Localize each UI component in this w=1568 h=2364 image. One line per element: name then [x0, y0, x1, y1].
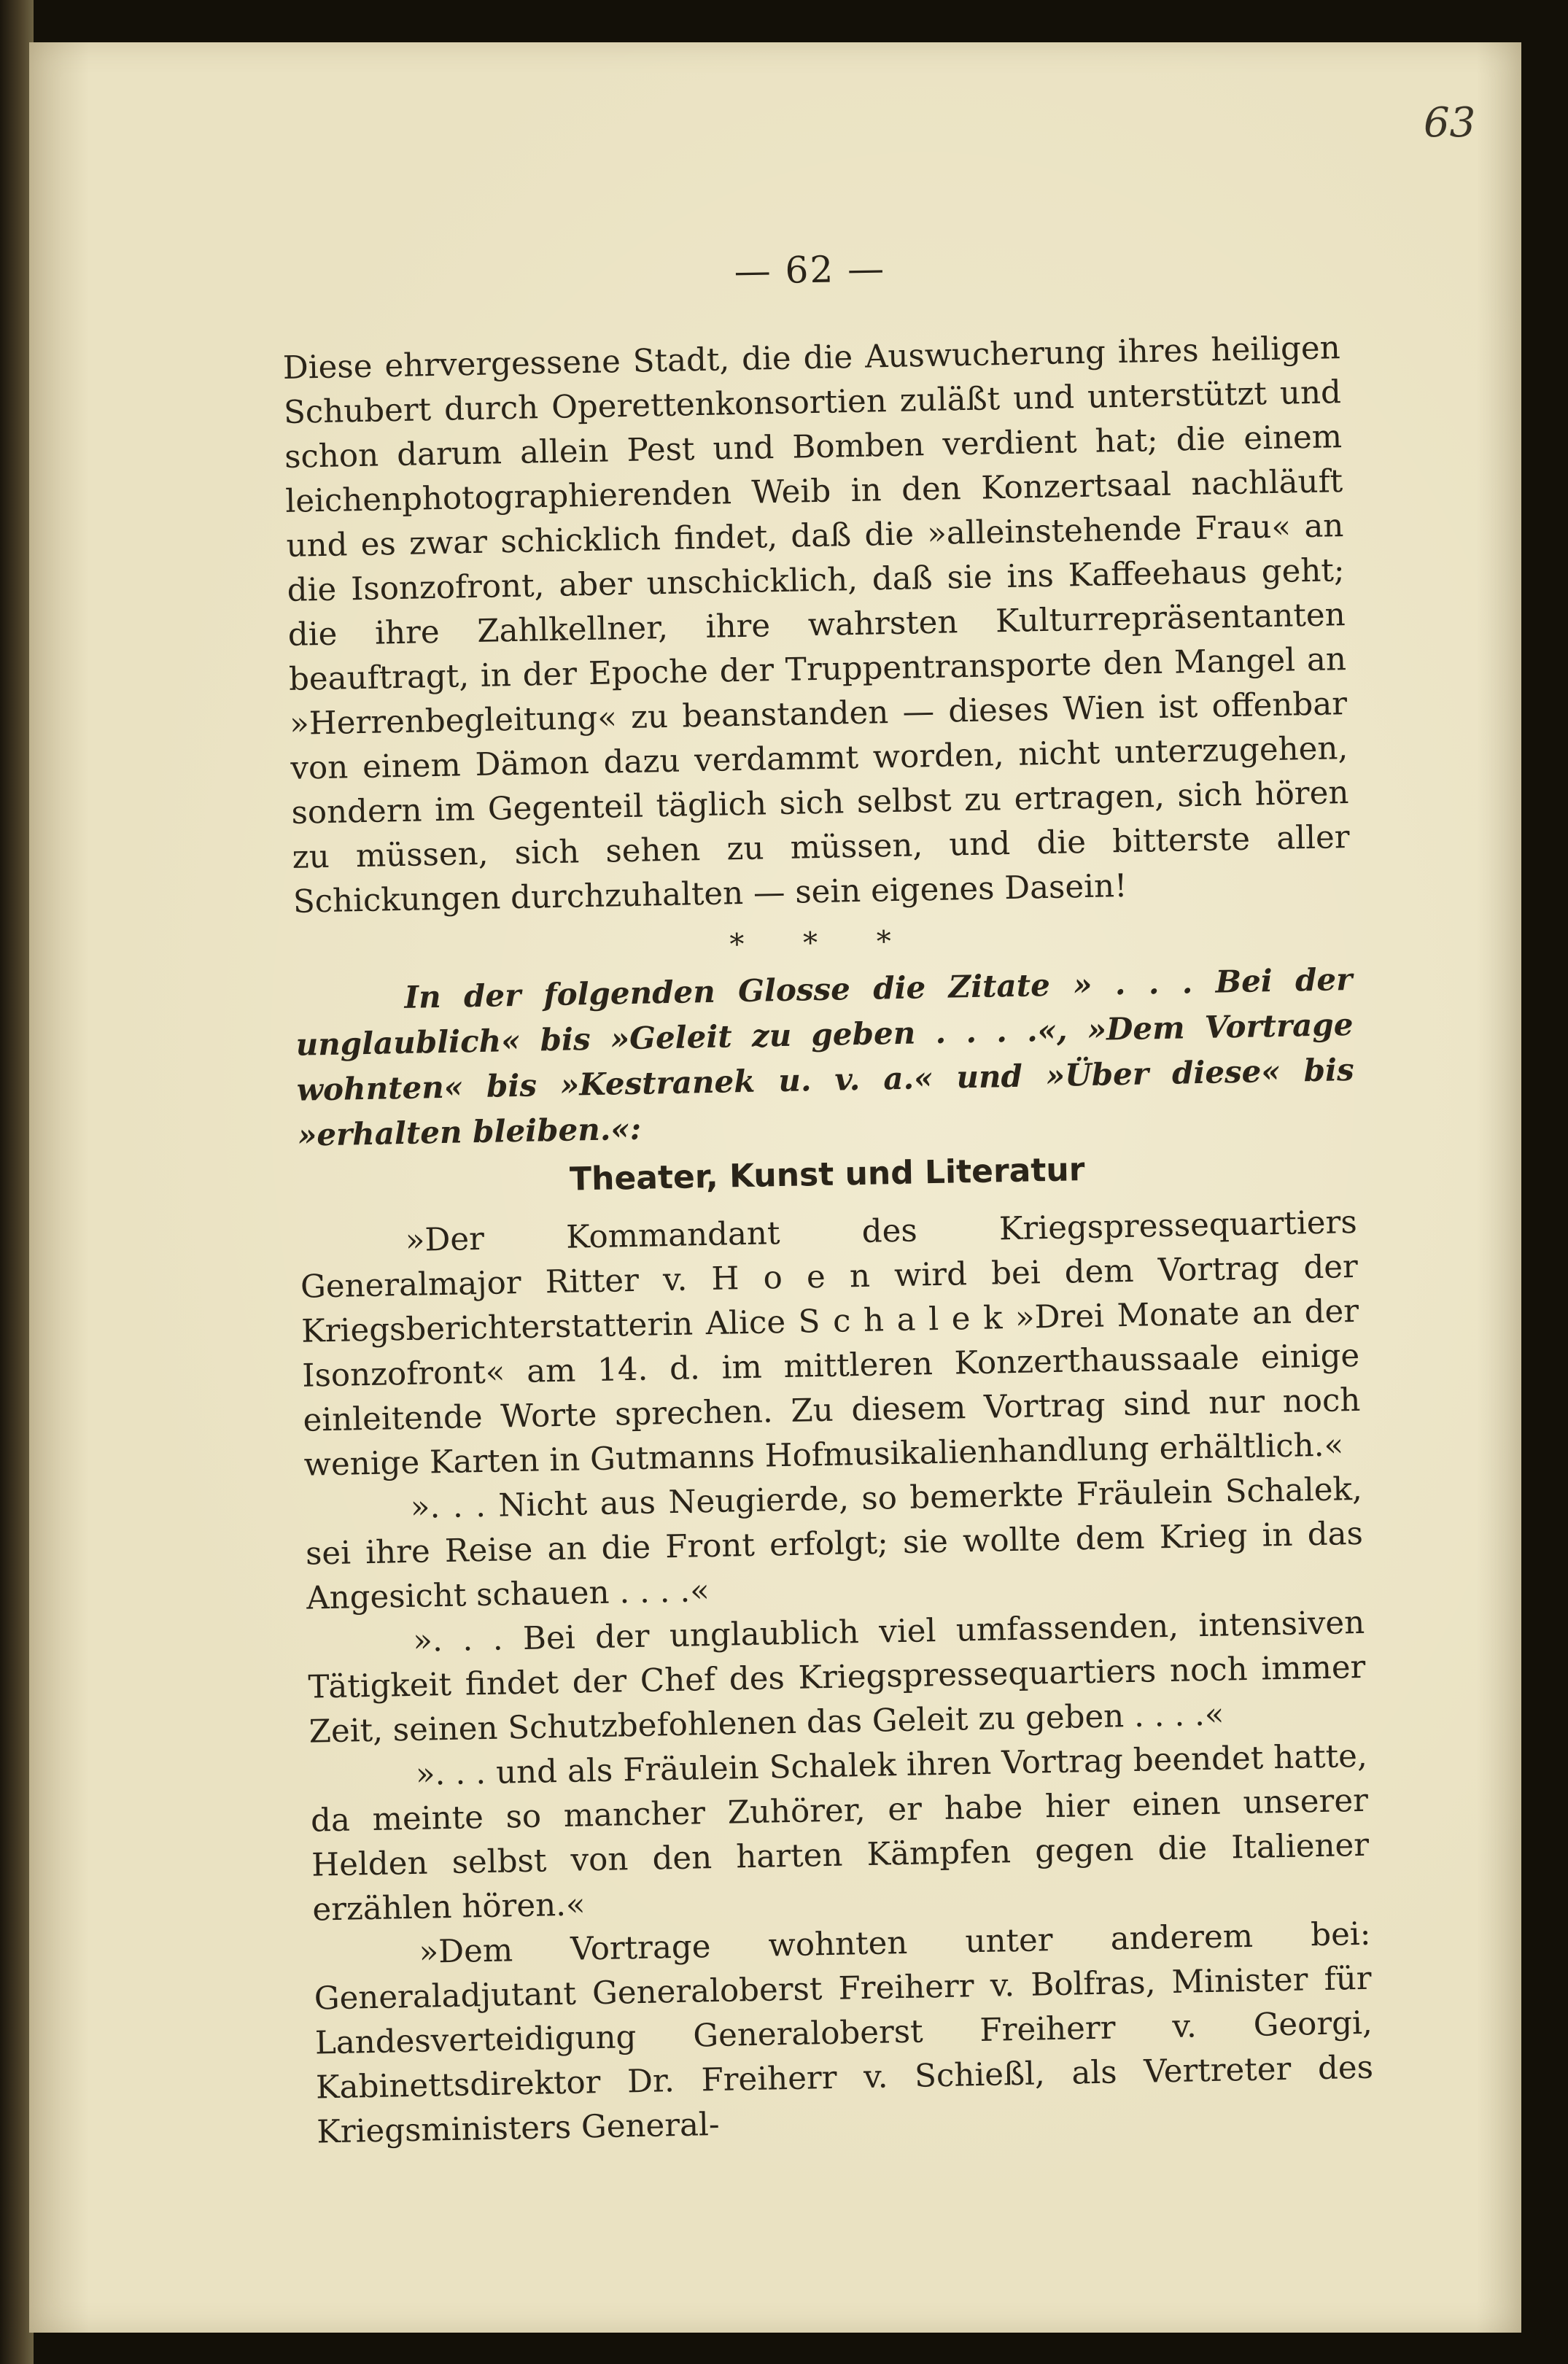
printed-page-number: — 62 — [734, 247, 886, 293]
quote-paragraph-1: »Der Kommandant des Kriegspressequartiers Generalmajor Ritter v. H o e n wird bei dem Vortrag der Kriegsberichterstatterin Alice S c h a l e k »Drei Monate an der Isonzofront« am 14. d. im mittleren Konzerthaussaale einige einleitende Worte sprechen. Zu diesem Vortrag sind nur noch wenige Karten in Gutmanns Hofmusikalienhandlung erhältlich.« [300, 1204, 1361, 1484]
quote-paragraph-2: ». . . Nicht aus Neugierde, so bemerkte Fräulein Schalek, sei ihre Reise an die Front erfolgt; sie wollte dem Krieg in das Angesicht schauen . . . .« [305, 1470, 1364, 1617]
quote-paragraph-4: ». . . und als Fräulein Schalek ihren Vortrag beendet hatte, da meinte so mancher Zuhörer, er habe hier einen unserer Helden selbst von den harten Kämpfen gegen die Italiener erzählen hören.« [310, 1737, 1370, 1929]
asterism-separator: * * * [729, 924, 917, 962]
quote-paragraph-3: ». . . Bei der unglaublich viel umfassenden, intensiven Tätigkeit findet der Chef des Kriegspressequartiers noch immer Zeit, seinen Schutzbefohlenen das Geleit zu geben . . . .« [308, 1604, 1366, 1751]
intro-note: In der folgenden Glosse die Zitate » . . . Bei der unglaublich« bis »Geleit zu geben . . . .«, »Dem Vortrage wohnten« bis »Kestranek u. v. a.« und »Über diese« bis »erhalten bleiben.«: [295, 961, 1355, 1153]
quote-paragraph-5: »Dem Vortrage wohnten unter anderem bei: Generaladjutant Generaloberst Freiherr v. Bolfras, Minister für Landesverteidigung Generaloberst Freiherr v. Georgi, Kabinettsdirektor Dr. Freiherr v. Schießl, als Vertreter des Kriegsministers General- [314, 1915, 1374, 2151]
section-heading: Theater, Kunst und Literatur [569, 1151, 1085, 1198]
handwritten-page-number: 63 [1424, 99, 1476, 147]
text-block [281, 239, 1375, 2155]
first-paragraph: Diese ehrvergessene Stadt, die die Auswucherung ihres heiligen Schubert durch Operettenkonsortien zuläßt und unterstützt und schon darum allein Pest und Bomben verdient hat; die einem leichenphotographierenden Weib in den Konzertsaal nachläuft und es zwar schicklich findet, daß die »alleinstehende Frau« an die Isonzofront, aber unschicklich, daß sie ins Kaffeehaus geht; die ihre Zahlkellner, ihre wahrsten Kulturrepräsentanten beauftragt, in der Epoche der Truppentransporte den Mangel an »Herrenbegleitung« zu beanstanden — dieses Wien ist offenbar von einem Dämon dazu verdammt worden, nicht unterzugehen, sondern im Gegenteil täglich sich selbst zu ertragen, sich hören zu müssen, sich sehen zu müssen, und die bitterste aller Schickungen durchzuhalten — sein eigenes Dasein! [282, 330, 1350, 921]
